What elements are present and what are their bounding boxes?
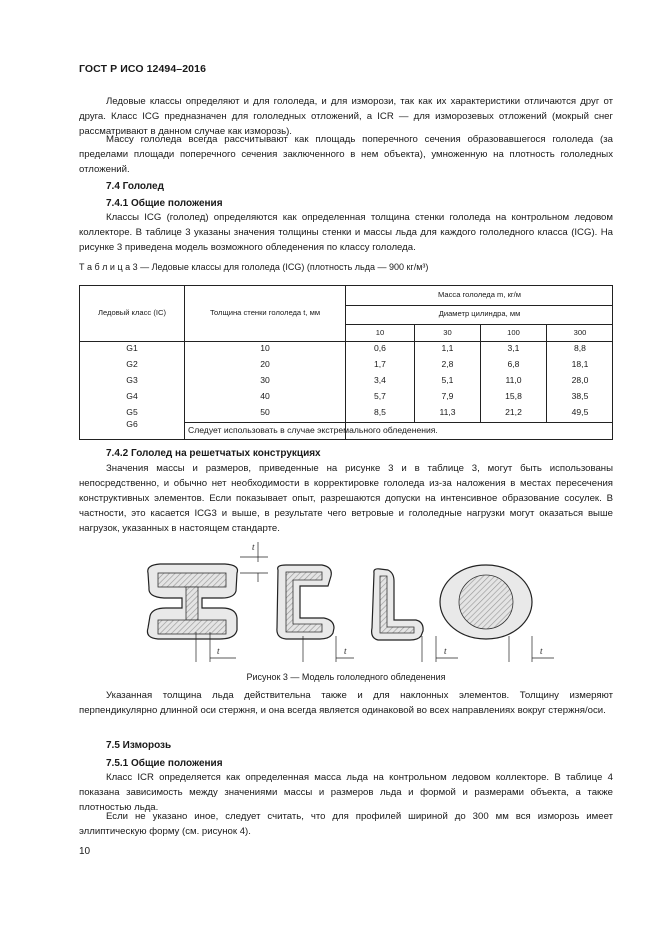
section-7-4-heading: 7.4 Гололед: [106, 181, 164, 192]
table-header-diameter-10: 10: [375, 328, 385, 337]
table-cell-mass: 3,4: [374, 375, 386, 385]
section-7-4-1-paragraph: Классы ICG (гололед) определяются как определенная толщина стенки гололеда на контрольном ледовом коллекторе. В таблице 3 указаны значения толщины стенки и массы льда для каждого гололедного класса (ICG). На рисунке 3 приведена модель возможного обледенения по классу гололеда.: [79, 212, 613, 253]
table-cell-mass: 21,2: [505, 407, 522, 417]
figure-3-caption: Рисунок 3 — Модель гололедного обледенения: [246, 672, 446, 682]
section-7-5-1-paragraph-1: Класс ICR определяется как определенная масса льда на контрольном ледовом коллекторе. В таблице 4 показана зависимость между значениями массы и размеров льда и формой и размерами объекта, а также плотностью льда.: [79, 772, 613, 813]
table-cell-class: G6: [126, 419, 138, 429]
figure-3-ice-model: [140, 540, 560, 665]
table-cell-g6-note: Следует использовать в случае экстремального обледенения.: [188, 425, 438, 435]
table-header-diameter-30: 30: [443, 328, 452, 337]
table-3: [79, 285, 613, 440]
section-7-4-2-heading: 7.4.2 Гололед на решетчатых конструкциях: [106, 448, 321, 459]
table-cell-class: G2: [126, 359, 138, 369]
table-header-diameter: Диаметр цилиндра, мм: [438, 309, 521, 318]
dimension-t-label: t: [252, 542, 255, 552]
round-bar-profile: [440, 565, 532, 639]
table-header-mass: Масса гололеда m, кг/м: [437, 290, 521, 299]
table-header-diameter-300: 300: [573, 328, 587, 337]
section-7-4-2-paragraph: Значения массы и размеров, приведенные на рисунке 3 и в таблице 3, могут быть использованы непосредственно, и обычно нет необходимости в корректировке гололеда из-за наложения в местах пересечения конструктивных элементов. Если показывает опыт, разрешаются допуски на интенсивное образование сосулек. В частности, это касается ICG3 и выше, в результате чего ветровые и гололедные нагрузки могут оказаться выше нагрузок, указанных в настоящем стандарте.: [79, 463, 613, 534]
section-7-5-1-heading: 7.5.1 Общие положения: [106, 758, 223, 769]
table-cell-mass: 1,1: [441, 343, 454, 353]
table-cell-mass: 7,9: [441, 391, 454, 401]
dimension-t-label: t: [344, 646, 347, 656]
dimension-t-label: t: [540, 646, 543, 656]
table-cell-mass: 38,5: [571, 391, 589, 401]
table-header-thickness: Толщина стенки гололеда t, мм: [209, 308, 321, 317]
intro-paragraph-2: Массу гололеда всегда рассчитывают как площадь поперечного сечения образовавшегося гололеда (за пределами площади поперечного сечения заключенного в нем объекта), умноженную на плотность гололедных отложений.: [79, 134, 613, 175]
c-channel-profile: [277, 565, 334, 639]
i-beam-profile: [147, 564, 237, 639]
table-cell-mass: 11,0: [505, 375, 522, 385]
table-cell-mass: 18,1: [571, 359, 589, 369]
section-7-5-1-paragraph-2: Если не указано иное, следует считать, что для профилей шириной до 300 мм вся изморозь имеет эллиптическую форму (см. рисунок 4).: [79, 811, 613, 837]
table-cell-thickness: 40: [260, 391, 270, 401]
table-cell-mass: 6,8: [507, 359, 520, 369]
table-cell-mass: 49,5: [571, 407, 589, 417]
table-cell-thickness: 20: [260, 359, 270, 369]
table-cell-class: G3: [126, 375, 138, 385]
table-header-diameter-100: 100: [507, 328, 520, 337]
table-cell-mass: 1,7: [374, 359, 386, 369]
table-cell-class: G1: [126, 343, 138, 353]
table-cell-mass: 11,3: [439, 407, 456, 417]
dimension-t-label: t: [217, 646, 220, 656]
table-cell-mass: 8,5: [374, 407, 386, 417]
table-3-caption: Т а б л и ц а 3 — Ледовые классы для гололеда (ICG) (плотность льда — 900 кг/м³): [79, 262, 429, 272]
table-cell-class: G5: [126, 407, 138, 417]
table-cell-mass: 0,6: [374, 343, 386, 353]
table-cell-mass: 28,0: [571, 375, 589, 385]
intro-paragraph-1: Ледовые классы определяют и для гололеда, и для изморози, так как их характеристики отличаются друг от друга. Класс ICG предназначен для гололедных отложений, а ICR — для изморозевых отложений (мокрый снег рассматривают в данном случае как изморозь).: [79, 96, 613, 137]
table-cell-mass: 8,8: [574, 343, 586, 353]
section-7-4-1-heading: 7.4.1 Общие положения: [106, 198, 223, 209]
table-cell-mass: 3,1: [507, 343, 520, 353]
table-cell-mass: 5,1: [441, 375, 454, 385]
table-cell-thickness: 50: [260, 407, 270, 417]
after-figure-paragraph: Указанная толщина льда действительна также и для наклонных элементов. Толщину измеряют перпендикулярно длинной оси стержня, и она всегда является одинаковой во всех направлениях вокруг стержня/оси.: [79, 690, 613, 716]
table-cell-thickness: 30: [260, 375, 270, 385]
table-cell-mass: 5,7: [374, 391, 386, 401]
table-cell-class: G4: [126, 391, 138, 401]
table-header-class: Ледовый класс (IC): [98, 308, 166, 317]
page-number: 10: [79, 846, 91, 857]
table-cell-mass: 2,8: [441, 359, 454, 369]
document-header: ГОСТ Р ИСО 12494–2016: [79, 63, 207, 75]
table-cell-mass: 15,8: [505, 391, 522, 401]
dimension-t-label: t: [444, 646, 447, 656]
section-7-5-heading: 7.5 Изморозь: [106, 740, 172, 751]
table-cell-thickness: 10: [260, 343, 270, 353]
angle-profile: [372, 569, 424, 640]
